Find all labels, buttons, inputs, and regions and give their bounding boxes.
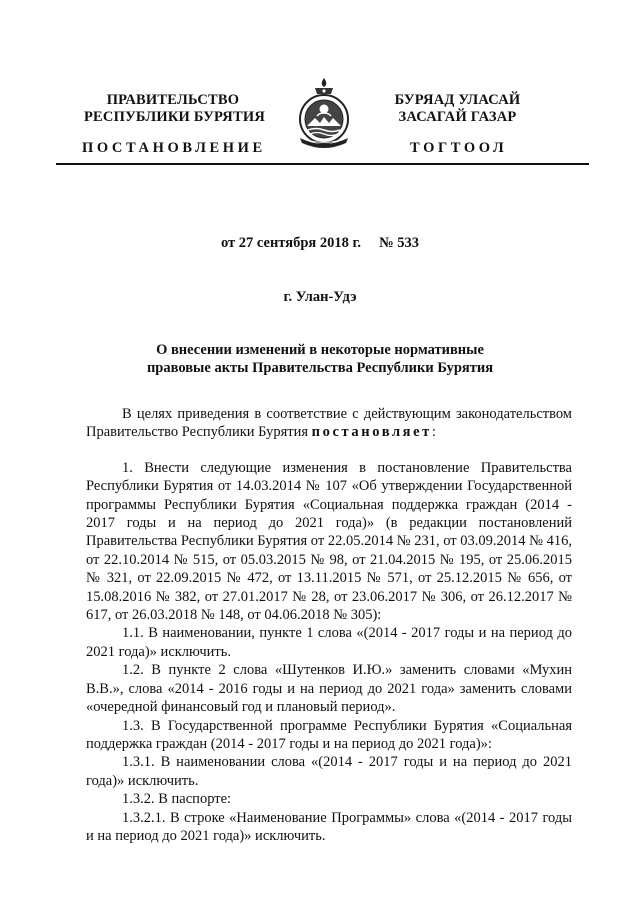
header-divider (56, 163, 589, 165)
paragraph-1-2: 1.2. В пункте 2 слова «Шутенков И.Ю.» заменить словами «Мухин В.В.», слова «2014 - 2016 годы и на период до 2021 года» заменить словами «очередной финансовый год и плановый период». (86, 662, 572, 716)
preamble-colon: : (431, 424, 436, 441)
decree-date: от 27 сентября 2018 г. (220, 235, 362, 251)
issuer-bua-line2: ЗАСАГАЙ ГАЗАР (398, 109, 517, 125)
decree-subject (0, 341, 640, 377)
city: г. Улан-Удэ (283, 289, 357, 305)
preamble (86, 405, 572, 442)
decree-word: постановляет (311, 424, 432, 441)
issuer-bua (370, 92, 545, 126)
issuer-ru (84, 92, 265, 126)
decree-number: № 533 (379, 235, 420, 251)
coat-of-arms-icon (293, 76, 355, 150)
paragraph-1-3: 1.3. В Государственной программе Республики Бурятия «Социальная поддержка граждан (2014 - 2017 годы и на период до 2021 года)»: (86, 717, 572, 752)
issuer-ru-line1: ПРАВИТЕЛЬСТВО (106, 92, 240, 108)
issuer-bua-line1: БУРЯАД УЛАСАЙ (394, 92, 521, 108)
paragraph-1-3-2-1: 1.3.2.1. В строке «Наименование Программы» слова «(2014 - 2017 годы и на период до 2021 года)» исключить. (86, 809, 572, 844)
decree-body (86, 405, 572, 845)
issuer-ru-line2: РЕСПУБЛИКИ БУРЯТИЯ (84, 109, 265, 125)
date-number-line (0, 235, 640, 252)
doc-type-ru: ПОСТАНОВЛЕНИЕ (82, 140, 266, 156)
subject-line1: О внесении изменений в некоторые нормативные (156, 342, 484, 358)
preamble-text: В целях приведения в соответствие с действующим законодательством Правительство Республики Бурятия (86, 406, 572, 441)
paragraph-1-3-1: 1.3.1. В наименовании слова «(2014 - 2017 годы и на период до 2021 года)» исключить. (86, 754, 572, 789)
paragraph-1-3-2: 1.3.2. В паспорте: (122, 791, 232, 808)
subject-line2: правовые акты Правительства Республики Бурятия (146, 360, 494, 376)
paragraph-1-1: 1.1. В наименовании, пункте 1 слова «(2014 - 2017 годы и на период до 2021 года)» исключить. (86, 625, 572, 660)
paragraph-1: 1. Внести следующие изменения в постановление Правительства Республики Бурятия от 14.03.2014 № 107 «Об утверждении Государственной программы Республики Бурятия «Социальная поддержка граждан (2014 - 2017 годы и на период до 2021 года)» (в редакции постановлений Правительства Республики Бурятия от 22.05.2014 № 231, от 03.09.2014 № 416, от 22.10.2014 № 515, от 05.03.2015 № 98, от 21.04.2015 № 195, от 25.06.2015 № 321, от 22.09.2015 № 472, от 13.11.2015 № 571, от 25.12.2015 № 656, от 15.08.2016 № 382, от 27.01.2017 № 28, от 23.06.2017 № 306, от 26.12.2017 № 617, от 26.03.2018 № 148, от 04.06.2018 № 305): (86, 459, 572, 624)
doc-type-bua: ТОГТООЛ (410, 140, 508, 156)
